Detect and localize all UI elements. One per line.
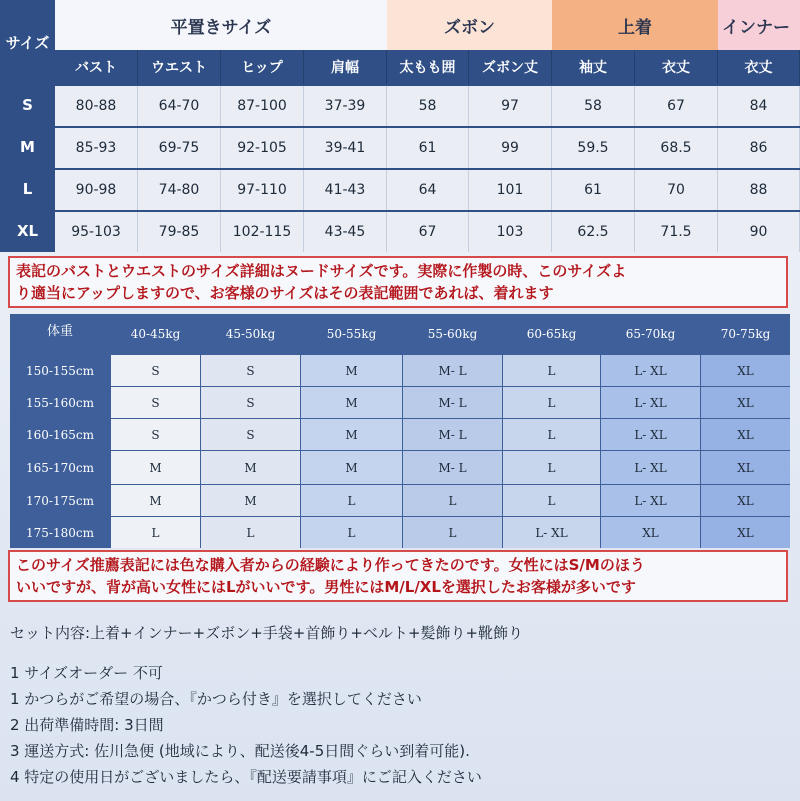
info-item-4: 3 運送方式: 佐川急便 (地域により、配送後4-5日間ぐらい到着可能). (10, 742, 470, 760)
recommended-size-cell: L (503, 419, 600, 450)
weight-column-header: 60-65kg (503, 314, 600, 354)
size-column-header: ウエスト (138, 50, 221, 84)
recommended-size-cell: XL (701, 387, 790, 418)
recommended-size-cell: L- XL (503, 517, 600, 548)
size-value-cell: 70 (635, 170, 718, 210)
size-value-cell: 61 (552, 170, 635, 210)
size-value-cell: 37-39 (304, 86, 387, 126)
size-value-cell: 61 (387, 128, 469, 168)
size-row-label: L (0, 168, 55, 210)
info-item-5: 4 特定の使用日がございましたら、『配送要請事項』にご記入ください (10, 768, 482, 786)
size-value-cell: 64 (387, 170, 469, 210)
recommended-size-cell: M (301, 451, 402, 484)
nude-size-note-line1: 表記のバストとウエストのサイズ詳細はヌードサイズです。実際に作製の時、このサイズよ (16, 262, 627, 280)
size-value-cell: 59.5 (552, 128, 635, 168)
size-value-cell: 90 (718, 212, 800, 252)
size-value-cell: 87-100 (221, 86, 304, 126)
recommended-size-cell: L (301, 517, 402, 548)
group-header-inner: インナー (718, 0, 800, 50)
set-contents: セット内容:上着+インナー+ズボン+手袋+首飾り+ベルト+髪飾り+靴飾り (10, 624, 524, 642)
size-column-header: 太もも囲 (387, 50, 469, 84)
size-column-header: ズボン丈 (469, 50, 552, 84)
size-value-cell: 95-103 (55, 212, 138, 252)
group-header-flat: 平置きサイズ (55, 0, 387, 50)
size-value-cell: 84 (718, 86, 800, 126)
size-value-cell: 71.5 (635, 212, 718, 252)
recommended-size-cell: M (111, 451, 200, 484)
height-row-label: 155-160cm (10, 387, 110, 418)
recommended-size-cell: L (503, 485, 600, 516)
recommended-size-cell: M- L (403, 355, 502, 386)
weight-column-header: 70-75kg (701, 314, 790, 354)
size-row-label: XL (0, 210, 55, 252)
recommended-size-cell: M (301, 419, 402, 450)
size-value-cell: 69-75 (138, 128, 221, 168)
info-item-1: 1 サイズオーダー 不可 (10, 664, 163, 682)
recommended-size-cell: L (111, 517, 200, 548)
size-value-cell: 68.5 (635, 128, 718, 168)
size-value-cell: 43-45 (304, 212, 387, 252)
weight-column-header: 40-45kg (111, 314, 200, 354)
recommended-size-cell: M- L (403, 387, 502, 418)
group-header-pants: ズボン (387, 0, 552, 50)
recommended-size-cell: XL (701, 517, 790, 548)
height-row-label: 175-180cm (10, 517, 110, 548)
info-item-2: 1 かつらがご希望の場合、『かつら付き』を選択してください (10, 690, 422, 708)
size-row-divider (0, 210, 800, 212)
weight-column-header: 65-70kg (601, 314, 700, 354)
size-value-cell: 67 (387, 212, 469, 252)
recommended-size-cell: L (403, 517, 502, 548)
size-value-cell: 86 (718, 128, 800, 168)
height-row-label: 170-175cm (10, 485, 110, 516)
group-header-jacket: 上着 (552, 0, 718, 50)
height-row-label: 150-155cm (10, 355, 110, 386)
size-column-header: バスト (55, 50, 138, 84)
recommend-note-line1: このサイズ推薦表記には色な購入者からの経験により作ってきたのです。女性にはS/Mのほう (16, 556, 645, 574)
recommended-size-cell: S (111, 387, 200, 418)
recommended-size-cell: M- L (403, 419, 502, 450)
size-value-cell: 90-98 (55, 170, 138, 210)
weight-corner-header: 体重 (10, 314, 110, 354)
size-value-cell: 39-41 (304, 128, 387, 168)
recommended-size-cell: S (111, 355, 200, 386)
size-value-cell: 92-105 (221, 128, 304, 168)
height-row-label: 160-165cm (10, 419, 110, 450)
size-value-cell: 97-110 (221, 170, 304, 210)
recommended-size-cell: S (201, 387, 300, 418)
size-row-divider (0, 126, 800, 128)
size-value-cell: 74-80 (138, 170, 221, 210)
size-value-cell: 88 (718, 170, 800, 210)
recommended-size-cell: L (201, 517, 300, 548)
size-value-cell: 41-43 (304, 170, 387, 210)
size-value-cell: 79-85 (138, 212, 221, 252)
recommended-size-cell: L- XL (601, 451, 700, 484)
size-row-label: M (0, 126, 55, 168)
recommended-size-cell: M- L (403, 451, 502, 484)
size-column-header: 肩幅 (304, 50, 387, 84)
recommended-size-cell: M (301, 387, 402, 418)
recommended-size-cell: M (301, 355, 402, 386)
recommended-size-cell: XL (701, 485, 790, 516)
weight-column-header: 55-60kg (403, 314, 502, 354)
size-recommend-table (10, 314, 790, 548)
size-column-header: 衣丈 (718, 50, 800, 84)
size-value-cell: 85-93 (55, 128, 138, 168)
info-item-3: 2 出荷準備時間: 3日間 (10, 716, 164, 734)
size-value-cell: 97 (469, 86, 552, 126)
size-value-cell: 103 (469, 212, 552, 252)
recommended-size-cell: S (201, 419, 300, 450)
size-value-cell: 62.5 (552, 212, 635, 252)
size-value-cell: 67 (635, 86, 718, 126)
size-column-header: 衣丈 (635, 50, 718, 84)
size-value-cell: 99 (469, 128, 552, 168)
recommended-size-cell: M (201, 451, 300, 484)
nude-size-note-line2: り適当にアップしますので、お客様のサイズはその表記範囲であれば、着れます (16, 284, 554, 302)
recommended-size-cell: L- XL (601, 355, 700, 386)
size-row-label: S (0, 84, 55, 126)
size-corner-header: サイズ (0, 0, 55, 84)
size-value-cell: 101 (469, 170, 552, 210)
size-column-header: 袖丈 (552, 50, 635, 84)
size-value-cell: 58 (387, 86, 469, 126)
nude-size-note (8, 256, 788, 308)
recommended-size-cell: M (201, 485, 300, 516)
size-row-divider (0, 168, 800, 170)
recommended-size-cell: M (111, 485, 200, 516)
size-value-cell: 58 (552, 86, 635, 126)
size-value-cell: 102-115 (221, 212, 304, 252)
weight-column-header: 50-55kg (301, 314, 402, 354)
recommended-size-cell: L (503, 451, 600, 484)
size-value-cell: 64-70 (138, 86, 221, 126)
recommend-note (8, 550, 788, 602)
size-value-cell: 80-88 (55, 86, 138, 126)
recommended-size-cell: L- XL (601, 387, 700, 418)
recommended-size-cell: L (403, 485, 502, 516)
size-column-header: ヒップ (221, 50, 304, 84)
recommended-size-cell: S (201, 355, 300, 386)
recommended-size-cell: L- XL (601, 485, 700, 516)
recommended-size-cell: L (301, 485, 402, 516)
recommended-size-cell: S (111, 419, 200, 450)
size-table (0, 0, 800, 252)
recommended-size-cell: L- XL (601, 419, 700, 450)
recommended-size-cell: XL (701, 355, 790, 386)
recommend-note-line2: いいですが、背が高い女性にはLがいいです。男性にはM/L/XLを選択したお客様が多いです (16, 578, 636, 596)
recommended-size-cell: XL (701, 419, 790, 450)
recommended-size-cell: L (503, 355, 600, 386)
recommended-size-cell: XL (701, 451, 790, 484)
size-row-divider (0, 84, 800, 86)
weight-column-header: 45-50kg (201, 314, 300, 354)
height-row-label: 165-170cm (10, 451, 110, 484)
recommended-size-cell: XL (601, 517, 700, 548)
recommended-size-cell: L (503, 387, 600, 418)
